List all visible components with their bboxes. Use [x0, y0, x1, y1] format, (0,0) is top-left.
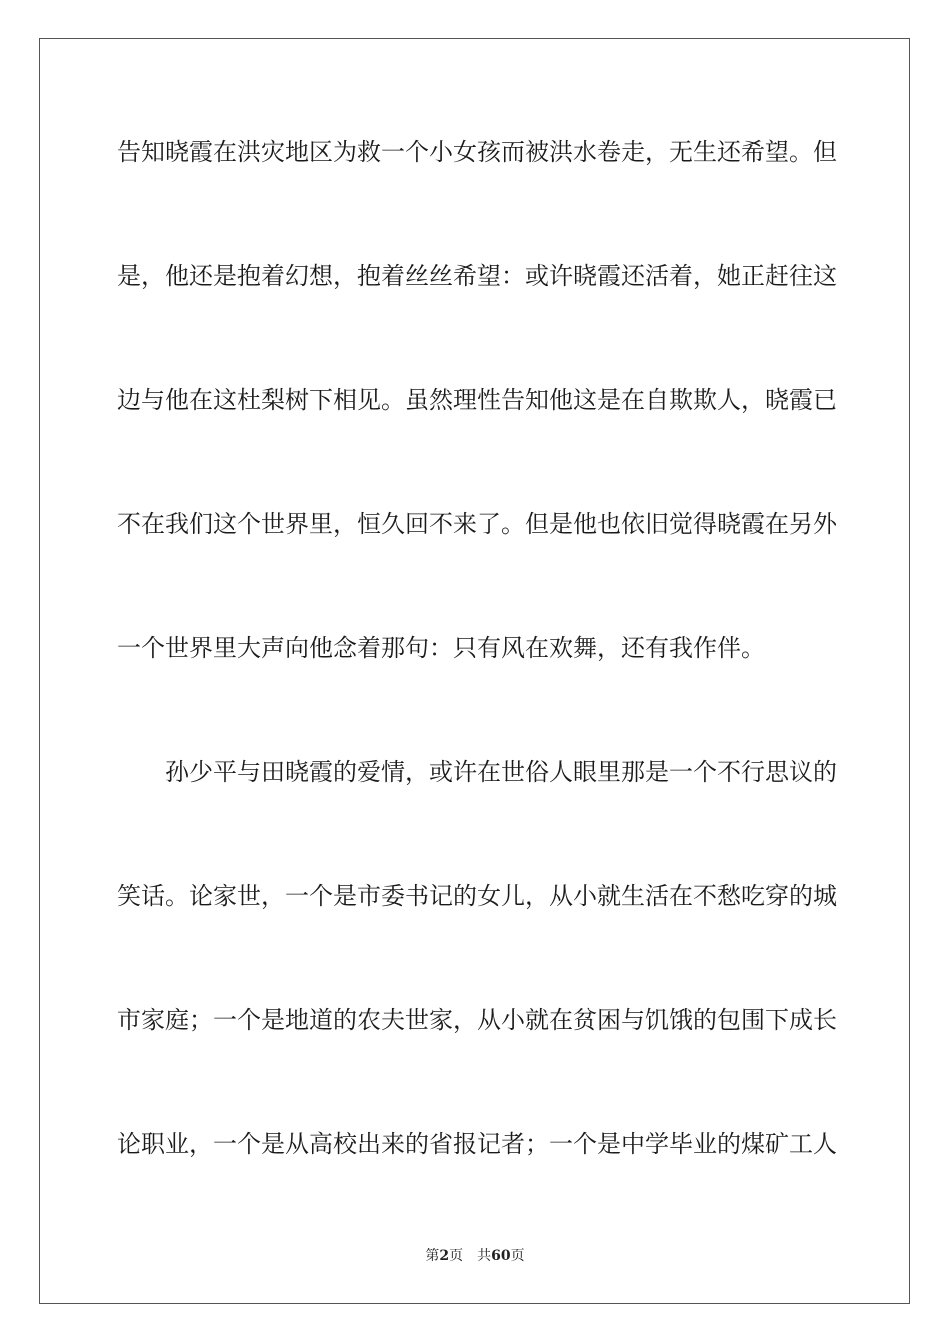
body-line-8: 市家庭；一个是地道的农夫世家，从小就在贫困与饥饿的包围下成长 [117, 1006, 837, 1034]
body-line-5: 一个世界里大声向他念着那句：只有风在欢舞，还有我作伴。 [117, 634, 765, 662]
footer-total-suffix: 页 [510, 1248, 525, 1264]
body-line-6: 孙少平与田晓霞的爱情，或许在世俗人眼里那是一个不行思议的 [165, 758, 837, 786]
page-border [39, 38, 910, 1304]
footer-page-number: 2 [439, 1248, 450, 1264]
body-line-7: 笑话。论家世，一个是市委书记的女儿，从小就生活在不愁吃穿的城 [117, 882, 837, 910]
page-footer [0, 1246, 950, 1266]
body-line-3: 边与他在这杜梨树下相见。虽然理性告知他这是在自欺欺人，晓霞已 [117, 386, 837, 414]
footer-total-pages: 60 [491, 1248, 511, 1264]
footer-page-prefix: 第 [425, 1248, 440, 1264]
footer-total-prefix: 共 [477, 1248, 492, 1264]
footer-page-suffix: 页 [449, 1248, 464, 1264]
body-line-4: 不在我们这个世界里，恒久回不来了。但是他也依旧觉得晓霞在另外 [117, 510, 837, 538]
body-line-1: 告知晓霞在洪灾地区为救一个小女孩而被洪水卷走，无生还希望。但 [117, 138, 837, 166]
body-line-2: 是，他还是抱着幻想，抱着丝丝希望：或许晓霞还活着，她正赶往这 [117, 262, 837, 290]
body-line-9: 论职业，一个是从高校出来的省报记者；一个是中学毕业的煤矿工人 [117, 1130, 837, 1158]
